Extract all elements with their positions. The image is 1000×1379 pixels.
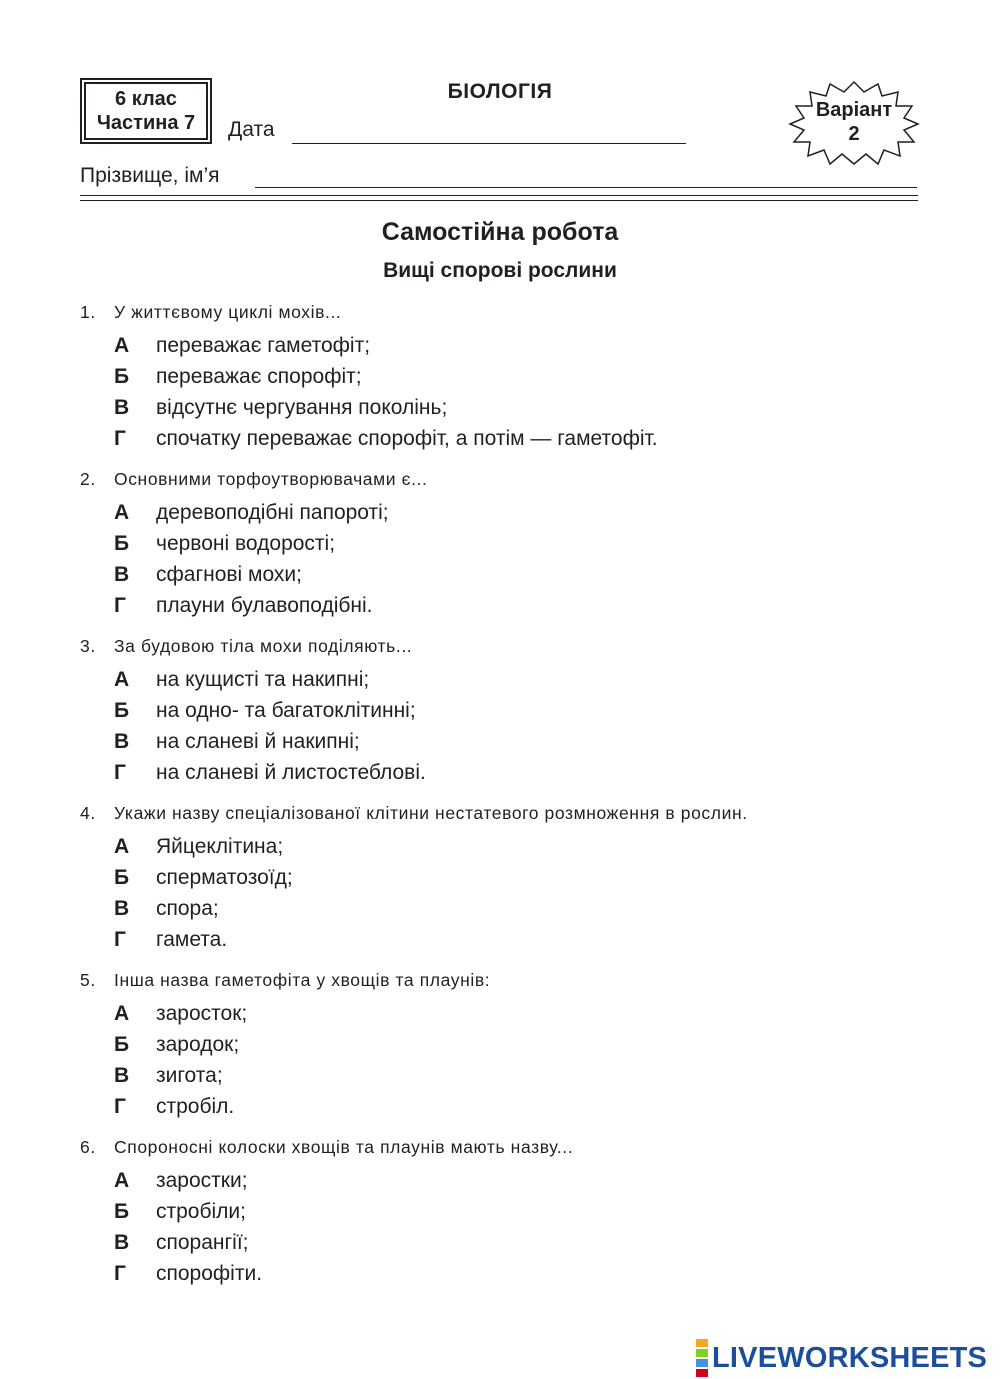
question-5: [80, 965, 960, 1122]
option-letter: Г: [114, 1095, 126, 1118]
question-number: 1.: [80, 302, 96, 322]
option-text: деревоподібні папороті;: [156, 501, 389, 524]
variant-label: Варіант: [815, 99, 893, 121]
options-list: [80, 1165, 960, 1289]
option-text: заростки;: [156, 1169, 248, 1192]
option-letter: Б: [114, 532, 130, 555]
answer-option[interactable]: [80, 1060, 960, 1091]
date-label: Дата: [228, 118, 275, 141]
part-label: Частина 7: [96, 112, 196, 134]
question-text: За будовою тіла мохи поділяють...: [114, 636, 413, 656]
question-stem: [80, 798, 960, 828]
option-letter: В: [114, 1231, 130, 1254]
answer-option[interactable]: [80, 392, 960, 423]
question-number: 6.: [80, 1137, 96, 1157]
option-text: відсутнє чергування поколінь;: [156, 396, 448, 419]
answer-option[interactable]: [80, 590, 960, 621]
answer-option[interactable]: [80, 423, 960, 454]
options-list: [80, 831, 960, 955]
option-text: на сланеві й листостеблові.: [156, 761, 426, 784]
question-number: 5.: [80, 970, 96, 990]
question-6: [80, 1132, 960, 1289]
brand-text: LIVEWORKSHEETS: [712, 1341, 988, 1374]
answer-option[interactable]: [80, 330, 960, 361]
answer-option[interactable]: [80, 664, 960, 695]
subject-title: БІОЛОГІЯ: [447, 80, 553, 103]
question-4: [80, 798, 960, 955]
page-subtitle: Вищі спорові рослини: [383, 259, 617, 282]
answer-option[interactable]: [80, 1029, 960, 1060]
option-text: спора;: [156, 897, 219, 920]
option-text: червоні водорості;: [156, 532, 336, 555]
option-letter: А: [114, 501, 130, 524]
option-text: сфагнові мохи;: [156, 563, 302, 586]
option-text: зигота;: [156, 1064, 223, 1087]
question-text: Укажи назву спеціалізованої клітини нестатевого розмноження в рослин.: [114, 803, 748, 823]
option-letter: Г: [114, 761, 126, 784]
question-2: [80, 464, 960, 621]
question-3: [80, 631, 960, 788]
option-text: переважає спорофіт;: [156, 365, 362, 388]
option-letter: Б: [114, 1200, 130, 1223]
grade-box-inner: [84, 82, 208, 140]
question-number: 3.: [80, 636, 96, 656]
liveworksheets-logo-icon: [696, 1338, 710, 1378]
variant-badge: [788, 80, 920, 166]
answer-option[interactable]: [80, 497, 960, 528]
option-text: Яйцеклітина;: [156, 835, 284, 858]
options-list: [80, 497, 960, 621]
liveworksheets-brand: [696, 1340, 987, 1376]
question-number: 2.: [80, 469, 96, 489]
question-stem: [80, 464, 960, 494]
options-list: [80, 998, 960, 1122]
name-label: Прізвище, ім’я: [80, 164, 220, 187]
option-text: зародок;: [156, 1033, 240, 1056]
answer-option[interactable]: [80, 1258, 960, 1289]
variant-number: 2: [848, 123, 860, 145]
answer-option[interactable]: [80, 998, 960, 1029]
answer-option[interactable]: [80, 1196, 960, 1227]
options-list: [80, 664, 960, 788]
answer-option[interactable]: [80, 559, 960, 590]
logo-block: [696, 1339, 708, 1347]
name-field-line[interactable]: [255, 187, 917, 188]
option-text: на сланеві й накипні;: [156, 730, 360, 753]
logo-block: [696, 1359, 708, 1367]
option-letter: Г: [114, 1262, 126, 1285]
grade-box: [80, 78, 212, 144]
answer-option[interactable]: [80, 1165, 960, 1196]
question-text: Основними торфоутворювачами є...: [114, 469, 428, 489]
answer-option[interactable]: [80, 862, 960, 893]
option-text: сперматозоїд;: [156, 866, 293, 889]
option-text: на одно- та багатоклітинні;: [156, 699, 416, 722]
option-text: плауни булавоподібні.: [156, 594, 373, 617]
option-letter: Б: [114, 866, 130, 889]
answer-option[interactable]: [80, 1227, 960, 1258]
question-stem: [80, 1132, 960, 1162]
option-letter: Г: [114, 427, 126, 450]
page-title: Самостійна робота: [381, 218, 619, 246]
option-letter: А: [114, 1169, 130, 1192]
answer-option[interactable]: [80, 1091, 960, 1122]
header-divider: [80, 195, 918, 201]
option-letter: В: [114, 563, 130, 586]
question-stem: [80, 965, 960, 995]
option-text: спочатку переважає спорофіт, а потім — гаметофіт.: [156, 427, 658, 450]
question-text: Інша назва гаметофіта у хвощів та плаунів:: [114, 970, 491, 990]
answer-option[interactable]: [80, 757, 960, 788]
logo-block: [696, 1369, 708, 1377]
option-letter: Б: [114, 1033, 130, 1056]
options-list: [80, 330, 960, 454]
option-letter: Г: [114, 594, 126, 617]
option-letter: Б: [114, 365, 130, 388]
option-letter: А: [114, 835, 130, 858]
option-letter: В: [114, 897, 130, 920]
answer-option[interactable]: [80, 528, 960, 559]
variant-text: [788, 98, 920, 146]
option-letter: Г: [114, 928, 126, 951]
grade-label: 6 клас: [115, 88, 177, 110]
option-text: переважає гаметофіт;: [156, 334, 371, 357]
option-text: стробіли;: [156, 1200, 246, 1223]
question-text: Спороносні колоски хвощів та плаунів мають назву...: [114, 1137, 574, 1157]
option-letter: В: [114, 396, 130, 419]
option-letter: В: [114, 730, 130, 753]
logo-block: [696, 1349, 708, 1357]
option-letter: А: [114, 1002, 130, 1025]
answer-option[interactable]: [80, 831, 960, 862]
question-1: [80, 297, 960, 454]
question-number: 4.: [80, 803, 96, 823]
answer-option[interactable]: [80, 695, 960, 726]
option-text: спорофіти.: [156, 1262, 263, 1285]
option-text: гамета.: [156, 928, 228, 951]
option-text: на кущисті та накипні;: [156, 668, 370, 691]
option-letter: А: [114, 334, 130, 357]
date-field-line[interactable]: [292, 143, 686, 144]
question-text: У життєвому циклі мохів...: [114, 302, 342, 322]
answer-option[interactable]: [80, 361, 960, 392]
question-stem: [80, 297, 960, 327]
option-text: заросток;: [156, 1002, 248, 1025]
option-letter: В: [114, 1064, 130, 1087]
option-text: стробіл.: [156, 1095, 235, 1118]
option-letter: Б: [114, 699, 130, 722]
answer-option[interactable]: [80, 893, 960, 924]
option-text: спорангії;: [156, 1231, 249, 1254]
answer-option[interactable]: [80, 726, 960, 757]
question-stem: [80, 631, 960, 661]
option-letter: А: [114, 668, 130, 691]
answer-option[interactable]: [80, 924, 960, 955]
